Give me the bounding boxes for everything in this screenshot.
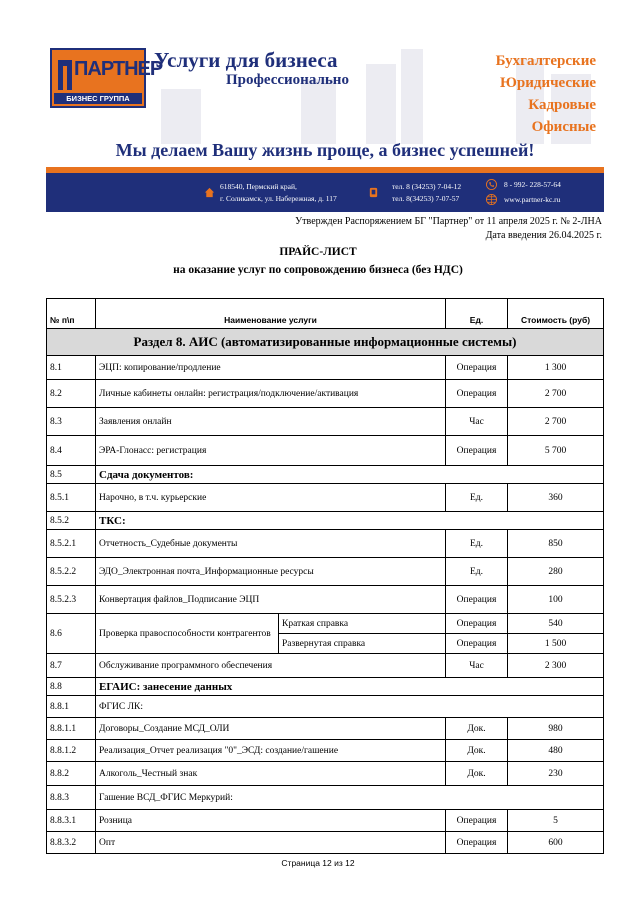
row-num: 8.5.2.2 <box>47 558 96 586</box>
table-row <box>47 832 604 854</box>
table-group-row <box>47 696 604 718</box>
service-item: Бухгалтерские <box>495 53 596 69</box>
logo-subtitle: БИЗНЕС ГРУППА <box>54 93 142 104</box>
company-logo <box>50 48 163 108</box>
row-name: Личные кабинеты онлайн: регистрация/подключение/активация <box>96 380 446 408</box>
row-unit: Операция <box>446 356 508 380</box>
row-unit: Операция <box>446 810 508 832</box>
row-name: ЭДО_Электронная почта_Информационные ресурсы <box>96 558 446 586</box>
table-row <box>47 762 604 786</box>
logo-text: ПАРТНЕР <box>74 58 163 80</box>
row-name: Реализация_Отчет реализация "0"_ЭСД: создание/гашение <box>96 740 446 762</box>
table-group-row <box>47 786 604 810</box>
row-num: 8.8.1 <box>47 696 96 718</box>
row-name: Опт <box>96 832 446 854</box>
table-row <box>47 586 604 614</box>
row-price: 5 <box>508 810 604 832</box>
address-line-1: 618540, Пермский край, <box>220 182 297 191</box>
row-price: 5 700 <box>508 436 604 466</box>
banner-top <box>46 44 604 172</box>
phone-line-2: тел. 8(34253) 7-07-57 <box>392 194 460 203</box>
row-price: 980 <box>508 718 604 740</box>
row-price: 480 <box>508 740 604 762</box>
row-num: 8.5.2 <box>47 512 96 530</box>
table-row <box>47 654 604 678</box>
row-price: 230 <box>508 762 604 786</box>
table-group-row <box>47 512 604 530</box>
row-price: 360 <box>508 484 604 512</box>
col-header-price: Стоимость (руб) <box>508 299 604 329</box>
banner-title: Услуги для бизнеса <box>154 48 338 72</box>
service-item: Офисные <box>531 119 596 135</box>
table-row <box>47 380 604 408</box>
header-banner <box>46 44 604 212</box>
table-row <box>47 614 604 634</box>
table-row <box>47 484 604 512</box>
table-row <box>47 436 604 466</box>
row-price: 1 300 <box>508 356 604 380</box>
phone-line-1: тел. 8 (34253) 7-04-12 <box>392 182 462 191</box>
address-line-2: г. Соликамск, ул. Набережная, д. 117 <box>220 194 337 203</box>
document-subtitle: на оказание услуг по сопровождению бизнеса (без НДС) <box>173 264 463 276</box>
row-num: 8.8.2 <box>47 762 96 786</box>
row-price: 1 500 <box>508 634 604 654</box>
row-name: Договоры_Создание МСД_ОЛИ <box>96 718 446 740</box>
row-unit: Док. <box>446 762 508 786</box>
row-num: 8.8.1.1 <box>47 718 96 740</box>
row-num: 8.7 <box>47 654 96 678</box>
row-name: Обслуживание программного обеспечения <box>96 654 446 678</box>
row-price: 100 <box>508 586 604 614</box>
website-link[interactable]: www.partner-kc.ru <box>504 195 561 204</box>
mobile-phone-icon <box>486 179 497 190</box>
row-subitem: Развернутая справка <box>279 634 446 654</box>
col-header-num: № п\п <box>47 299 96 329</box>
row-group-label: ЕГАИС: занесение данных <box>96 678 604 696</box>
row-group-label: Сдача документов: <box>96 466 604 484</box>
row-name: ЭРА-Глонасс: регистрация <box>96 436 446 466</box>
row-name: Нарочно, в т.ч. курьерские <box>96 484 446 512</box>
phone-icon <box>368 187 379 198</box>
row-num: 8.2 <box>47 380 96 408</box>
price-table <box>46 298 604 854</box>
table-header-row <box>47 299 604 329</box>
row-name: Алкоголь_Честный знак <box>96 762 446 786</box>
row-name: Проверка правоспособности контрагентов <box>96 614 279 654</box>
row-num: 8.8.1.2 <box>47 740 96 762</box>
logo-mark-icon <box>58 60 72 90</box>
row-num: 8.8.3.1 <box>47 810 96 832</box>
row-unit: Док. <box>446 718 508 740</box>
effective-date: Дата введения 26.04.2025 г. <box>485 230 602 241</box>
row-group-label: Гашение ВСД_ФГИС Меркурий: <box>96 786 604 810</box>
service-item: Кадровые <box>528 97 596 113</box>
services-list <box>496 50 596 138</box>
row-num: 8.5 <box>47 466 96 484</box>
table-row <box>47 356 604 380</box>
row-name: ЭЦП: копирование/продление <box>96 356 446 380</box>
row-price: 2 700 <box>508 408 604 436</box>
row-group-label: ФГИС ЛК: <box>96 696 604 718</box>
row-unit: Операция <box>446 380 508 408</box>
row-subitem: Краткая справка <box>279 614 446 634</box>
mobile-number: 8 - 992- 228-57-64 <box>504 180 561 189</box>
row-name: Отчетность_Судебные документы <box>96 530 446 558</box>
row-unit: Ед. <box>446 484 508 512</box>
row-num: 8.8.3 <box>47 786 96 810</box>
table-row <box>47 408 604 436</box>
row-unit: Час <box>446 654 508 678</box>
page-footer: Страница 12 из 12 <box>281 858 355 868</box>
document-title: ПРАЙС-ЛИСТ <box>279 246 357 258</box>
row-num: 8.3 <box>47 408 96 436</box>
service-item: Юридические <box>499 75 596 91</box>
row-unit: Операция <box>446 614 508 634</box>
row-num: 8.5.1 <box>47 484 96 512</box>
row-unit: Операция <box>446 634 508 654</box>
row-unit: Час <box>446 408 508 436</box>
row-unit: Ед. <box>446 530 508 558</box>
approval-line: Утвержден Распоряжением БГ "Партнер" от 11 апреля 2025 г. № 2-ЛНА <box>295 216 602 227</box>
table-group-row <box>47 466 604 484</box>
row-num: 8.5.2.1 <box>47 530 96 558</box>
table-row <box>47 718 604 740</box>
row-num: 8.4 <box>47 436 96 466</box>
section-row <box>47 329 604 356</box>
table-group-row <box>47 678 604 696</box>
row-price: 600 <box>508 832 604 854</box>
home-icon <box>204 187 215 198</box>
row-name: Розница <box>96 810 446 832</box>
col-header-name: Наименование услуги <box>96 299 446 329</box>
row-num: 8.8.3.2 <box>47 832 96 854</box>
table-row <box>47 530 604 558</box>
row-price: 2 300 <box>508 654 604 678</box>
contacts-bar <box>46 173 604 212</box>
slogan: Мы делаем Вашу жизнь проще, а бизнес успешней! <box>115 140 535 160</box>
row-unit: Ед. <box>446 558 508 586</box>
row-price: 280 <box>508 558 604 586</box>
row-num: 8.1 <box>47 356 96 380</box>
table-row <box>47 740 604 762</box>
table-row <box>47 810 604 832</box>
row-price: 850 <box>508 530 604 558</box>
row-unit: Док. <box>446 740 508 762</box>
banner-subtitle: Профессионально <box>226 72 349 88</box>
row-group-label: ТКС: <box>96 512 604 530</box>
row-unit: Операция <box>446 832 508 854</box>
table-row <box>47 558 604 586</box>
row-unit: Операция <box>446 586 508 614</box>
row-name: Заявления онлайн <box>96 408 446 436</box>
row-name: Конвертация файлов_Подписание ЭЦП <box>96 586 446 614</box>
approval-note <box>295 215 602 243</box>
globe-icon <box>486 194 497 205</box>
row-num: 8.8 <box>47 678 96 696</box>
row-num: 8.5.2.3 <box>47 586 96 614</box>
section-title: Раздел 8. АИС (автоматизированные информационные системы) <box>47 329 604 356</box>
row-price: 540 <box>508 614 604 634</box>
row-unit: Операция <box>446 436 508 466</box>
col-header-unit: Ед. <box>446 299 508 329</box>
row-num: 8.6 <box>47 614 96 654</box>
row-price: 2 700 <box>508 380 604 408</box>
